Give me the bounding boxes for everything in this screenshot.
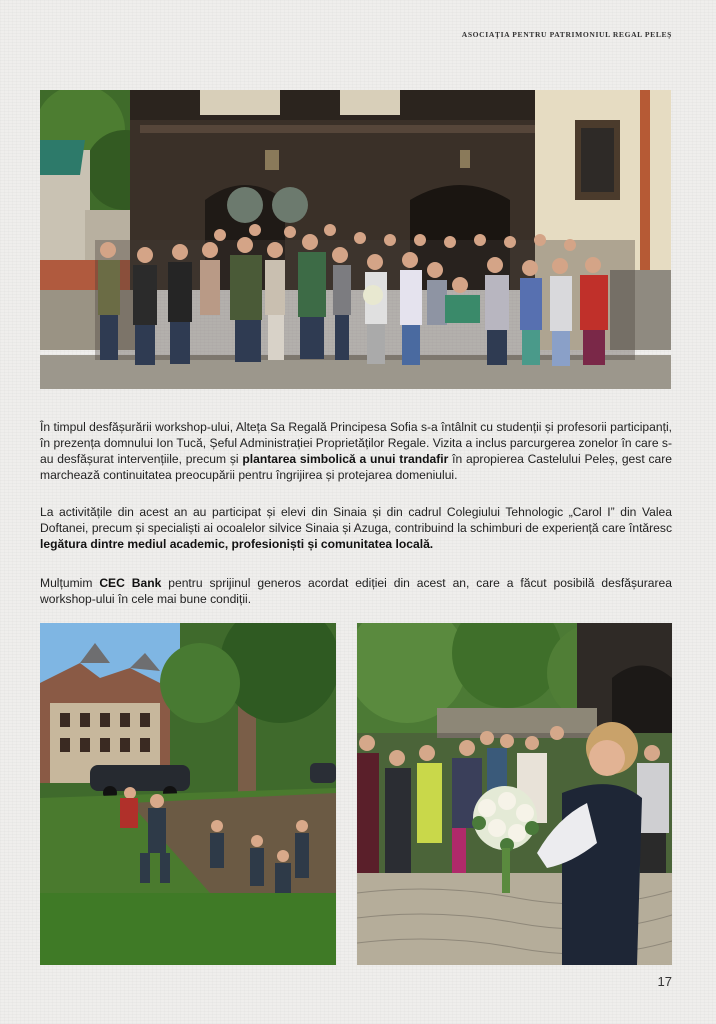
- group-photo: [40, 90, 671, 389]
- publisher-header: ASOCIAȚIA PENTRU PATRIMONIUL REGAL PELEȘ: [461, 30, 672, 39]
- group-photo-icon: [40, 90, 671, 389]
- highlight-rose-planting: plantarea simbolică a unui trandafir: [242, 452, 449, 466]
- page-number: 17: [657, 974, 672, 989]
- paragraph-text: Mulțumim: [40, 576, 100, 590]
- bouquet-photo: [357, 623, 672, 965]
- bouquet-photo-icon: [357, 623, 672, 965]
- paragraph-text: La activitățile din acest an au participat și elevi din Sinaia și din cadrul Colegiului Tehnologic „Carol I” din Valea Doftanei, precum și specialiști ai ocoalelor silvice Sinaia și Azuga, contribuind la schimburi de experiență care întăresc: [40, 505, 672, 535]
- forest-work-photo: [40, 623, 336, 965]
- paragraph-text: pentru sprijinul generos acordat ediției din acest an, care a făcut posibilă desfășurarea workshop-ului în cele mai bune condiții.: [40, 576, 672, 606]
- highlight-community-link: legătura dintre mediul academic, profesioniști și comunitatea locală.: [40, 537, 434, 551]
- paragraph-text: În timpul desfășurării workshop-ului, Alteța Sa Regală Principesa Sofia s-a întâlnit cu studenții și profesorii participanți, în prezența domnului Ion Tucă, Șeful Administrației Proprietăților Regale. Vizita a inclus parcurgerea zonelor în care s-au desfășurat intervențiile, precum și: [40, 420, 672, 466]
- paragraph-royal-visit: [40, 419, 672, 483]
- paragraph-thanks: [40, 575, 672, 607]
- forest-work-photo-icon: [40, 623, 336, 965]
- paragraph-participants: [40, 504, 672, 552]
- sponsor-name: CEC Bank: [99, 576, 162, 590]
- paragraph-text: în apropierea Castelului Peleș, gest care marchează continuitatea preocupării pentru îngrijirea și protejarea domeniului.: [40, 452, 672, 482]
